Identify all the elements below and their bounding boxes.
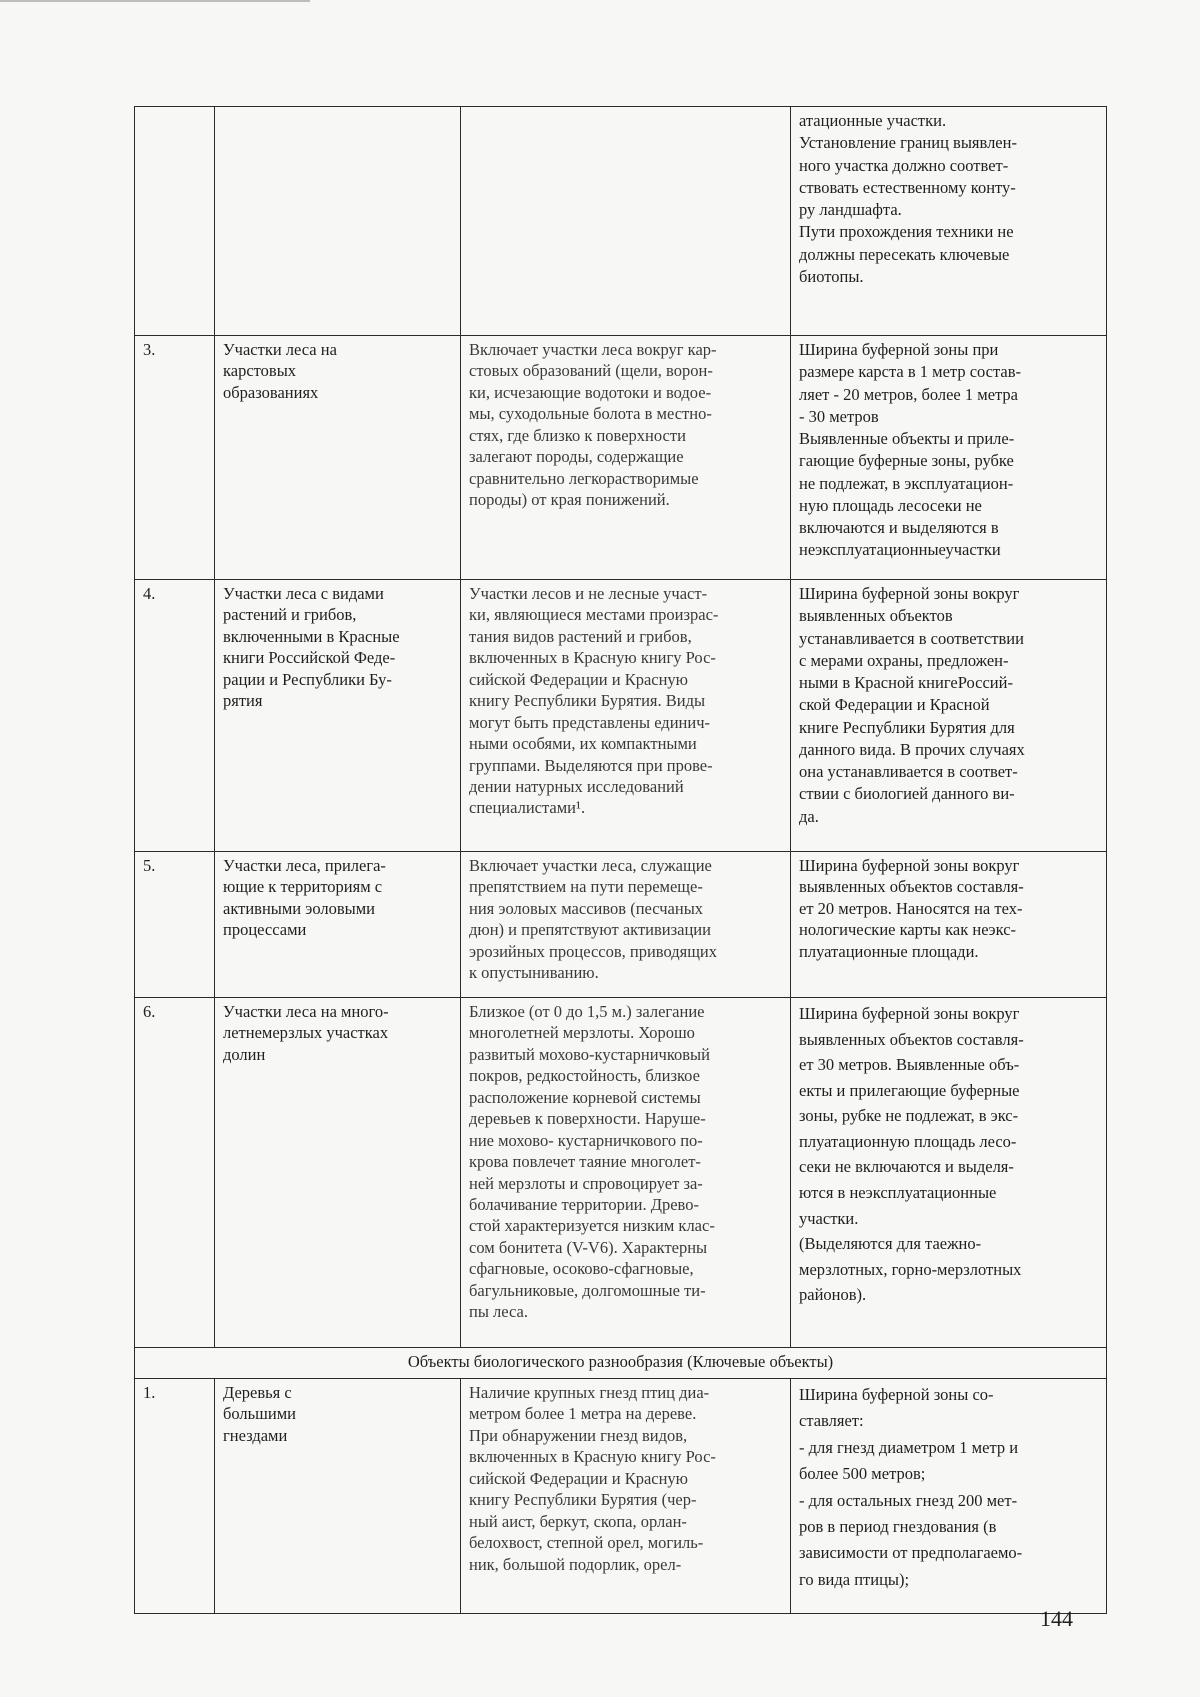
text-line: включаются и выделяются в	[799, 518, 999, 538]
text-line: Ширина буферной зоны вокруг	[799, 856, 1020, 875]
text-line: должны пересекать ключевые	[799, 244, 1010, 264]
text-line: Участки леса с видами	[223, 584, 384, 603]
buffer-zone-cell	[791, 1379, 1107, 1614]
text-line: ляет - 20 метров, более 1 метра	[799, 384, 1019, 404]
text-line: ются в неэксплуатационные	[799, 1182, 997, 1202]
text-line: книгу Республики Бурятия (чер-	[469, 1490, 697, 1510]
text-line: ской Федерации и Красной	[799, 695, 990, 715]
section-heading-row	[135, 1348, 1107, 1379]
text-line: более 500 метров;	[799, 1464, 926, 1484]
text-line: ную площадь лесосеки не	[799, 495, 982, 515]
text-line: ния эоловых массивов (песчаных	[469, 898, 704, 918]
text-line: карстовых	[223, 361, 297, 381]
text-line: Ширина буферной зоны вокруг	[799, 1004, 1020, 1023]
row-number-cell	[135, 107, 215, 336]
text-line: сфагновые, осоково-сфагновые,	[469, 1259, 694, 1279]
text-line: сом бонитета (V-V6). Характерны	[469, 1237, 708, 1257]
text-line: плуатационную площадь лесо-	[799, 1131, 1017, 1151]
text-line: ру ландшафта.	[799, 200, 902, 220]
row-number-cell: 5.	[135, 852, 215, 998]
text-line: ный аист, беркут, скопа, орлан-	[469, 1511, 687, 1531]
text-line: мерзлотных, горно-мерзлотных	[799, 1259, 1022, 1279]
text-line: ными особями, их компактными	[469, 734, 697, 754]
section-heading: Объекты биологического разнообразия (Ключевые объекты)	[135, 1348, 1107, 1379]
text-line: Участки лесов и не лесные участ-	[469, 584, 708, 603]
text-line: - для гнезд диаметром 1 метр и	[799, 1437, 1019, 1457]
text-line: включенных в Красную книгу Рос-	[469, 1447, 716, 1467]
text-line: болачивание территории. Древо-	[469, 1194, 699, 1214]
text-line: летнемерзлых участках	[223, 1023, 389, 1043]
text-line: метром более 1 метра на дереве.	[469, 1404, 697, 1424]
text-line: ней мерзлоты и спровоцирует за-	[469, 1173, 703, 1193]
text-line: ник, большой подорлик, орел-	[469, 1554, 682, 1574]
text-line: включенных в Красную книгу Рос-	[469, 648, 716, 668]
text-line: атационные участки.	[799, 111, 947, 130]
text-line: ров в период гнездования (в	[799, 1516, 997, 1536]
text-line: растений и грибов,	[223, 605, 357, 625]
text-line: препятствием на пути перемеще-	[469, 877, 703, 897]
text-line: тания видов растений и грибов,	[469, 626, 692, 646]
text-line: развитый мохово-кустарничковый	[469, 1044, 710, 1064]
text-line: Участки леса, прилега-	[223, 856, 386, 875]
buffer-zone-cell	[791, 336, 1107, 580]
buffer-zone-table	[134, 106, 1107, 1614]
text-line: ствии с биологией данного ви-	[799, 784, 1015, 804]
table-row	[135, 852, 1107, 998]
text-line: При обнаружении гнезд видов,	[469, 1425, 688, 1445]
text-line: данного вида. В прочих случаях	[799, 739, 1025, 759]
text-line: она устанавливается в соответ-	[799, 762, 1018, 782]
text-line: специалистами¹.	[469, 798, 586, 818]
text-line: багульниковые, долгомошные ти-	[469, 1280, 706, 1300]
object-name-cell	[215, 336, 461, 580]
text-line: мы, суходольные болота в местно-	[469, 404, 712, 424]
text-line: крова повлечет таяние многолет-	[469, 1152, 701, 1172]
text-line: покров, редкостойность, близкое	[469, 1066, 700, 1086]
text-line: дюн) и препятствуют активизации	[469, 920, 711, 940]
object-name-cell	[215, 1379, 461, 1614]
text-line: Пути прохождения техники не	[799, 222, 1014, 242]
text-line: (Выделяются для таежно-	[799, 1234, 982, 1254]
text-line: выявленных объектов	[799, 606, 953, 626]
buffer-zone-cell	[791, 852, 1107, 998]
text-line: многолетней мерзлоты. Хорошо	[469, 1023, 695, 1043]
text-line: зоны, рубке не подлежат, в экс-	[799, 1106, 1019, 1126]
text-line: Близкое (от 0 до 1,5 м.) залегание	[469, 1002, 705, 1021]
text-line: секи не включаются и выделя-	[799, 1157, 1014, 1177]
text-line: книги Российской Феде-	[223, 648, 396, 668]
text-line: выявленных объектов составля-	[799, 877, 1024, 897]
text-line: нологические карты как неэкс-	[799, 920, 1017, 940]
text-line: ки, исчезающие водотоки и водое-	[469, 382, 712, 402]
text-line: стовых образований (щели, ворон-	[469, 361, 713, 381]
row-number-cell: 6.	[135, 998, 215, 1348]
text-line: го вида птицы);	[799, 1569, 910, 1589]
text-line: - для остальных гнезд 200 мет-	[799, 1490, 1018, 1510]
text-line: включенными в Красные	[223, 626, 400, 646]
description-cell	[461, 107, 791, 336]
text-line: устанавливается в соответствии	[799, 628, 1024, 648]
buffer-zone-cell	[791, 998, 1107, 1348]
text-line: не подлежат, в эксплуатацион-	[799, 473, 1014, 493]
text-line: выявленных объектов составля-	[799, 1029, 1024, 1049]
text-line: зависимости от предполагаемо-	[799, 1543, 1023, 1563]
text-line: ние мохово- кустарничкового по-	[469, 1130, 703, 1150]
text-line: Ширина буферной зоны вокруг	[799, 584, 1020, 603]
text-line: ет 30 метров. Выявленные объ-	[799, 1055, 1020, 1075]
text-line: Участки леса на много-	[223, 1002, 389, 1021]
text-line: породы) от края понижений.	[469, 490, 670, 510]
table-row	[135, 107, 1107, 336]
text-line: дении натурных исследований	[469, 776, 684, 796]
text-line: сийской Федерации и Красную	[469, 1468, 689, 1488]
text-line: ного участка должно соответ-	[799, 155, 1009, 175]
row-number-cell: 1.	[135, 1379, 215, 1614]
text-line: рации и Республики Бу-	[223, 669, 392, 689]
table-row	[135, 1379, 1107, 1614]
object-name-cell	[215, 107, 461, 336]
text-line: ными в Красной книгеРоссий-	[799, 673, 1013, 693]
description-cell	[461, 998, 791, 1348]
text-line: стях, где близко к поверхности	[469, 425, 686, 445]
object-name-cell	[215, 580, 461, 852]
text-line: Наличие крупных гнезд птиц диа-	[469, 1383, 710, 1402]
text-line: гнездами	[223, 1425, 288, 1445]
text-line: сийской Федерации и Красную	[469, 669, 689, 689]
text-line: участки.	[799, 1208, 859, 1228]
text-line: книге Республики Бурятия для	[799, 717, 1015, 737]
text-line: сравнительно легкорастворимые	[469, 468, 699, 488]
scan-edge-mark	[0, 0, 310, 2]
text-line: Ширина буферной зоны при	[799, 340, 999, 359]
text-line: Ширина буферной зоны со-	[799, 1385, 994, 1404]
text-line: эрозийных процессов, приводящих	[469, 941, 718, 961]
text-line: к опустыниванию.	[469, 963, 599, 983]
description-cell	[461, 580, 791, 852]
description-cell	[461, 852, 791, 998]
object-name-cell	[215, 998, 461, 1348]
text-line: неэксплуатационныеучастки	[799, 540, 1001, 560]
table-row	[135, 998, 1107, 1348]
text-line: Установление границ выявлен-	[799, 133, 1017, 153]
text-line: большими	[223, 1404, 296, 1424]
table-row	[135, 336, 1107, 580]
text-line: ки, являющиеся местами произрас-	[469, 605, 719, 625]
buffer-zone-cell	[791, 580, 1107, 852]
text-line: белохвост, степной орел, могиль-	[469, 1533, 704, 1553]
text-line: размере карста в 1 метр состав-	[799, 362, 1022, 382]
text-line: группами. Выделяются при прове-	[469, 755, 713, 775]
row-number-cell: 3.	[135, 336, 215, 580]
text-line: районов).	[799, 1285, 867, 1305]
text-line: могут быть представлены единич-	[469, 712, 710, 732]
buffer-zone-cell	[791, 107, 1107, 336]
text-line: Деревья с	[223, 1383, 292, 1402]
text-line: стой характеризуется низким клас-	[469, 1216, 715, 1236]
text-line: пы леса.	[469, 1302, 528, 1322]
text-line: гающие буферные зоны, рубке	[799, 451, 1014, 471]
object-name-cell	[215, 852, 461, 998]
text-line: процессами	[223, 920, 307, 940]
text-line: рятия	[223, 691, 263, 711]
description-cell	[461, 1379, 791, 1614]
text-line: ющие к территориям с	[223, 877, 383, 897]
text-line: биотопы.	[799, 266, 864, 286]
text-line: ставляет:	[799, 1411, 864, 1431]
text-line: да.	[799, 806, 819, 826]
text-line: - 30 метров	[799, 406, 879, 426]
text-line: екты и прилегающие буферные	[799, 1080, 1020, 1100]
text-line: Включает участки леса, служащие	[469, 856, 712, 875]
text-line: плуатационные площади.	[799, 941, 979, 961]
text-line: ет 20 метров. Наносятся на тех-	[799, 898, 1023, 918]
text-line: ствовать естественному конту-	[799, 177, 1016, 197]
text-line: деревьев к поверхности. Наруше-	[469, 1109, 706, 1129]
table-row	[135, 580, 1107, 852]
text-line: Включает участки леса вокруг кар-	[469, 340, 717, 359]
text-line: с мерами охраны, предложен-	[799, 650, 1009, 670]
row-number-cell: 4.	[135, 580, 215, 852]
text-line: долин	[223, 1044, 266, 1064]
text-line: образованиях	[223, 382, 319, 402]
text-line: активными эоловыми	[223, 898, 376, 918]
text-line: расположение корневой системы	[469, 1087, 701, 1107]
description-cell	[461, 336, 791, 580]
text-line: книгу Республики Бурятия. Виды	[469, 691, 706, 711]
text-line: Выявленные объекты и приле-	[799, 429, 1015, 449]
page-number: 144	[1040, 1606, 1073, 1631]
text-line: Участки леса на	[223, 340, 337, 359]
text-line: залегают породы, содержащие	[469, 447, 684, 467]
